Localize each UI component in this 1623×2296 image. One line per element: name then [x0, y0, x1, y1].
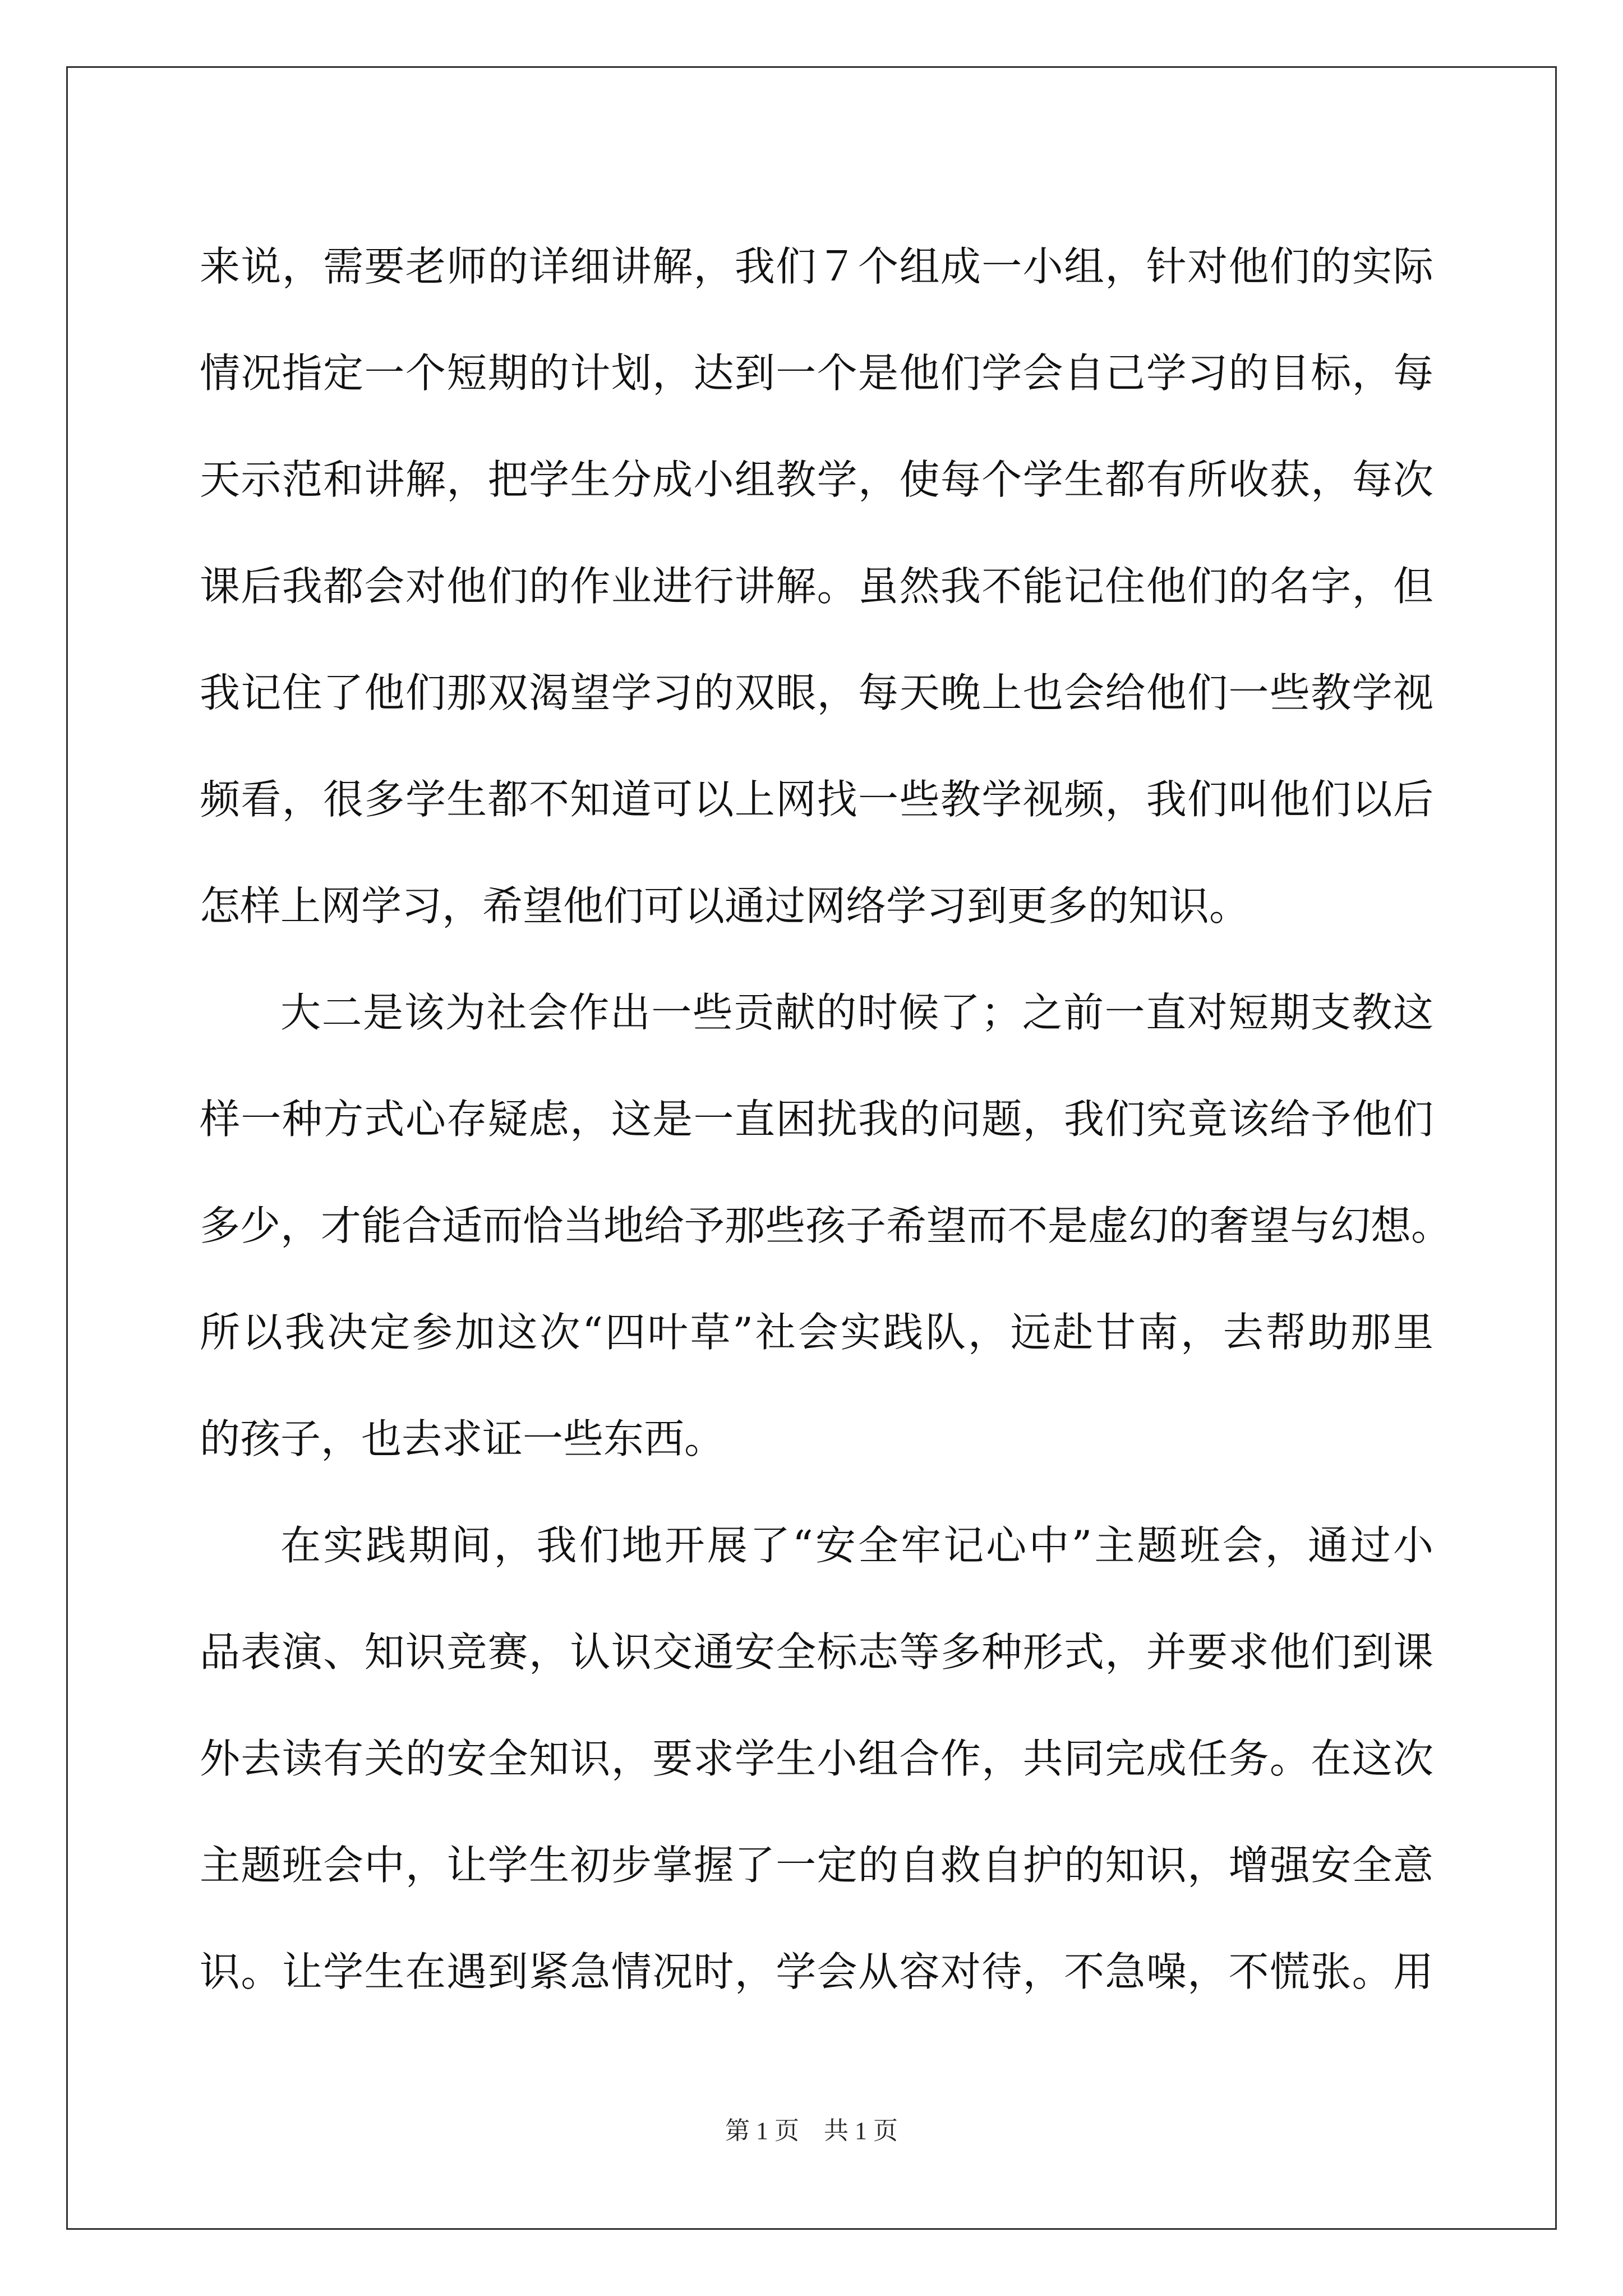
- text-line: 样一种方式心存疑虑，这是一直困扰我的问题，我们究竟该给予他们: [200, 1096, 1433, 1143]
- page-number: 第 1 页: [725, 2117, 799, 2145]
- text-line: 情况指定一个短期的计划，达到一个是他们学会自己学习的目标，每: [200, 349, 1433, 397]
- text-line: 多少，才能合适而恰当地给予那些孩子希望而不是虚幻的奢望与幻想。: [200, 1202, 1452, 1249]
- text-line: 天示范和讲解，把学生分成小组教学，使每个学生都有所收获，每次: [200, 456, 1433, 503]
- text-line: 课后我都会对他们的作业进行讲解。虽然我不能记住他们的名字，但: [200, 563, 1433, 610]
- text-line: 我记住了他们那双渴望学习的双眼，每天晚上也会给他们一些教学视: [200, 669, 1433, 716]
- text-line: 主题班会中，让学生初步掌握了一定的自救自护的知识，增强安全意: [200, 1842, 1433, 1889]
- text-line-paragraph-end: 的孩子，也去求证一些东西。: [200, 1415, 725, 1462]
- text-line: 所以我决定参加这次“四叶草”社会实践队，远赴甘南，去帮助那里: [200, 1309, 1433, 1356]
- text-line: 来说，需要老师的详细讲解，我们７个组成一小组，针对他们的实际: [200, 243, 1433, 290]
- page-footer: [0, 2110, 1623, 2146]
- text-line: 识。让学生在遇到紧急情况时，学会从容对待，不急噪，不慌张。用: [200, 1948, 1433, 1995]
- text-line: 外去读有关的安全知识，要求学生小组合作，共同完成任务。在这次: [200, 1735, 1433, 1782]
- document-body: [200, 213, 1452, 2025]
- text-line-paragraph-end: 怎样上网学习，希望他们可以通过网络学习到更多的知识。: [200, 882, 1250, 930]
- text-line-paragraph-start: 在实践期间，我们地开展了“安全牢记心中”主题班会，通过小: [280, 1522, 1433, 1569]
- text-line: 频看，很多学生都不知道可以上网找一些教学视频，我们叫他们以后: [200, 776, 1433, 823]
- text-line: 品表演、知识竞赛，认识交通安全标志等多种形式，并要求他们到课: [200, 1628, 1433, 1676]
- text-line-paragraph-start: 大二是该为社会作出一些贡献的时候了；之前一直对短期支教这: [280, 989, 1433, 1036]
- page-total: 共 1 页: [824, 2117, 898, 2145]
